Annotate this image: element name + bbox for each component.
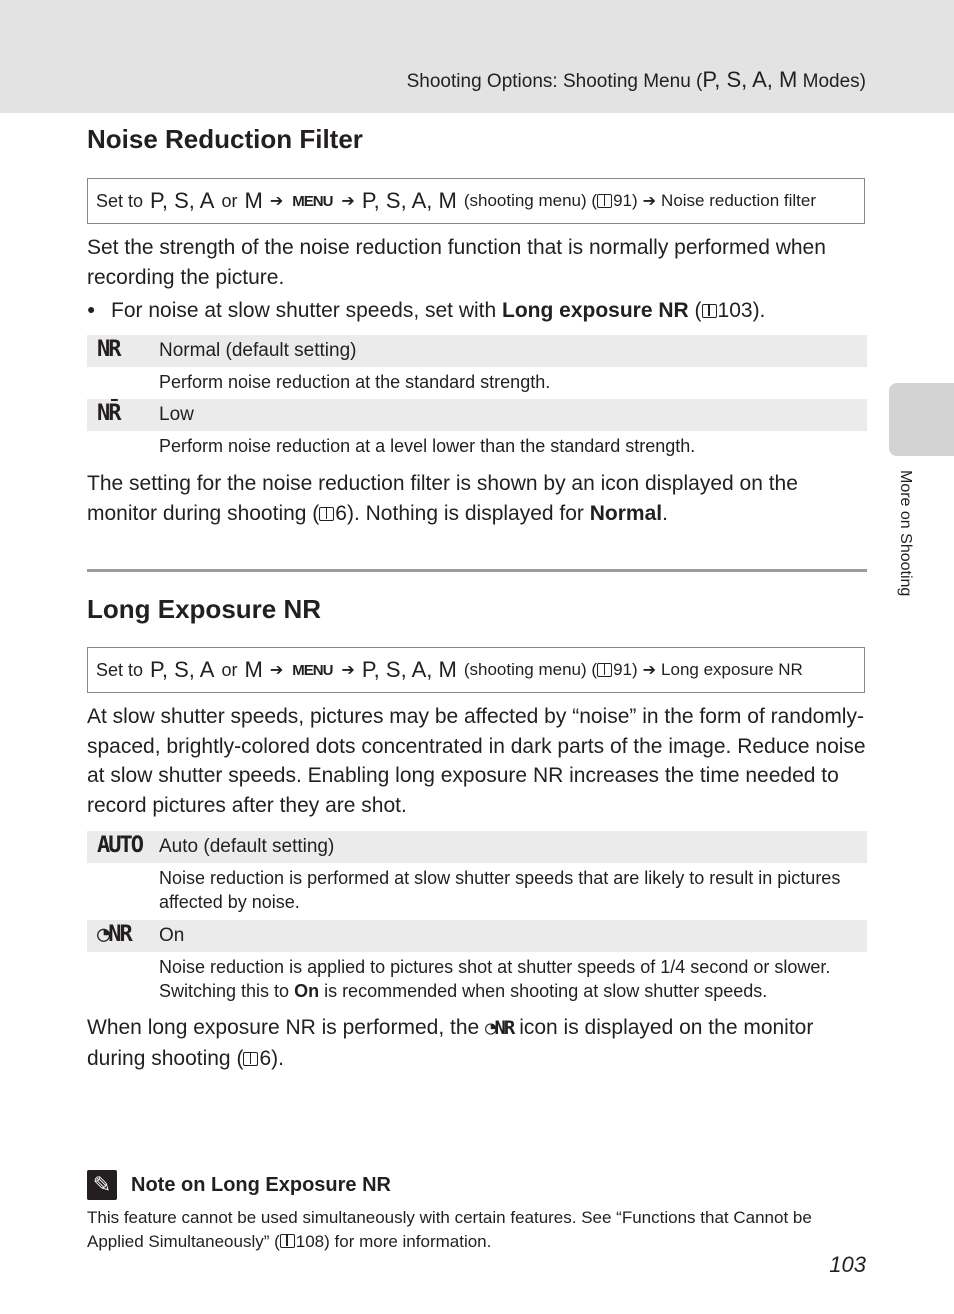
page-reference-icon: [319, 507, 334, 521]
section1-bullet: ● For noise at slow shutter speeds, set with Long exposure NR ( 103).: [87, 299, 766, 322]
arrow-icon: ➔: [642, 662, 657, 679]
option-desc-on: Noise reduction is applied to pictures shot at shutter speeds of 1/4 second or slower. Switching this to On is recommended when shooting at slow shutter speeds.: [159, 957, 831, 1001]
section-title-long-exposure-nr: Long Exposure NR: [87, 594, 322, 624]
mode-m-icon: M: [244, 657, 263, 682]
option-row-low: NR̄ Low: [87, 399, 867, 431]
mode-m-icon: M: [244, 188, 263, 213]
long-exposure-nr-icon: ◔NR: [485, 1017, 514, 1039]
section-title-noise-reduction-filter: Noise Reduction Filter: [87, 124, 363, 154]
page-reference-icon: [597, 194, 612, 208]
menu-button-icon: MENU: [292, 661, 333, 679]
page-reference-icon: [243, 1052, 258, 1066]
header-mode-icons: P, S, A, M: [702, 67, 798, 92]
page-reference-icon: [702, 304, 717, 318]
header-band: [0, 0, 954, 113]
section1-intro: Set the strength of the noise reduction function that is normally performed when recording the picture.: [87, 236, 826, 289]
mode-icons: P, S, A: [150, 188, 215, 213]
side-tab-label: More on Shooting: [897, 470, 914, 597]
mode-icons: P, S, A, M: [361, 188, 457, 213]
section-divider: [87, 569, 867, 572]
option-desc-auto: Noise reduction is performed at slow shutter speeds that are likely to result in pictures affected by noise.: [159, 868, 841, 912]
page-reference-icon: [597, 663, 612, 677]
option-desc-low: Perform noise reduction at a level lower than the standard strength.: [159, 436, 696, 456]
running-header: Shooting Options: Shooting Menu (P, S, A, M Modes): [406, 67, 866, 92]
arrow-icon: ➔: [269, 193, 284, 210]
menu-path-box: Set to P, S, A or M ➔ MENU ➔ P, S, A, M (shooting menu) ( 91) ➔ Long exposure NR: [87, 647, 865, 693]
note-text: This feature cannot be used simultaneously with certain features. See “Functions that Cannot be Applied Simultaneously” ( 108) for more information.: [87, 1208, 812, 1251]
option-row-on: ◔NR On: [87, 920, 867, 952]
section2-closing: When long exposure NR is performed, the ◔NR icon is displayed on the monitor during shooting ( 6).: [87, 1016, 814, 1070]
option-row-auto: AUTO Auto (default setting): [87, 831, 867, 863]
nr-low-icon: NR̄: [97, 401, 120, 426]
menu-path-box: Set to P, S, A or M ➔ MENU ➔ P, S, A, M (shooting menu) ( 91) ➔ Noise reduction filter: [87, 178, 865, 224]
note-title: Note on Long Exposure NR: [131, 1174, 391, 1196]
option-desc-normal: Perform noise reduction at the standard strength.: [159, 372, 551, 392]
mode-icons: P, S, A, M: [361, 657, 457, 682]
arrow-icon: ➔: [341, 193, 355, 210]
side-tab: [889, 383, 954, 456]
section1-closing: The setting for the noise reduction filter is shown by an icon displayed on the monitor during shooting ( 6). Nothing is displayed for Normal.: [87, 472, 798, 525]
arrow-icon: ➔: [269, 662, 284, 679]
nr-normal-icon: NR: [97, 337, 120, 362]
pencil-icon: ✎: [87, 1170, 117, 1200]
auto-icon: AUTO: [97, 833, 142, 858]
menu-button-icon: MENU: [292, 192, 333, 210]
section2-intro: At slow shutter speeds, pictures may be affected by “noise” in the form of randomly-spaced, brightly-colored dots concentrated in dark parts of the image. Reduce noise at slow shutter speeds. Enabling long exposure NR increases the time needed to record pictures after they are shot.: [87, 705, 866, 817]
long-exposure-nr-icon: ◔NR: [97, 922, 131, 947]
arrow-icon: ➔: [642, 193, 657, 210]
option-row-normal: NR Normal (default setting): [87, 335, 867, 367]
arrow-icon: ➔: [341, 662, 355, 679]
page-reference-icon: [280, 1234, 295, 1248]
mode-icons: P, S, A: [150, 657, 215, 682]
page-number: 103: [829, 1252, 866, 1277]
